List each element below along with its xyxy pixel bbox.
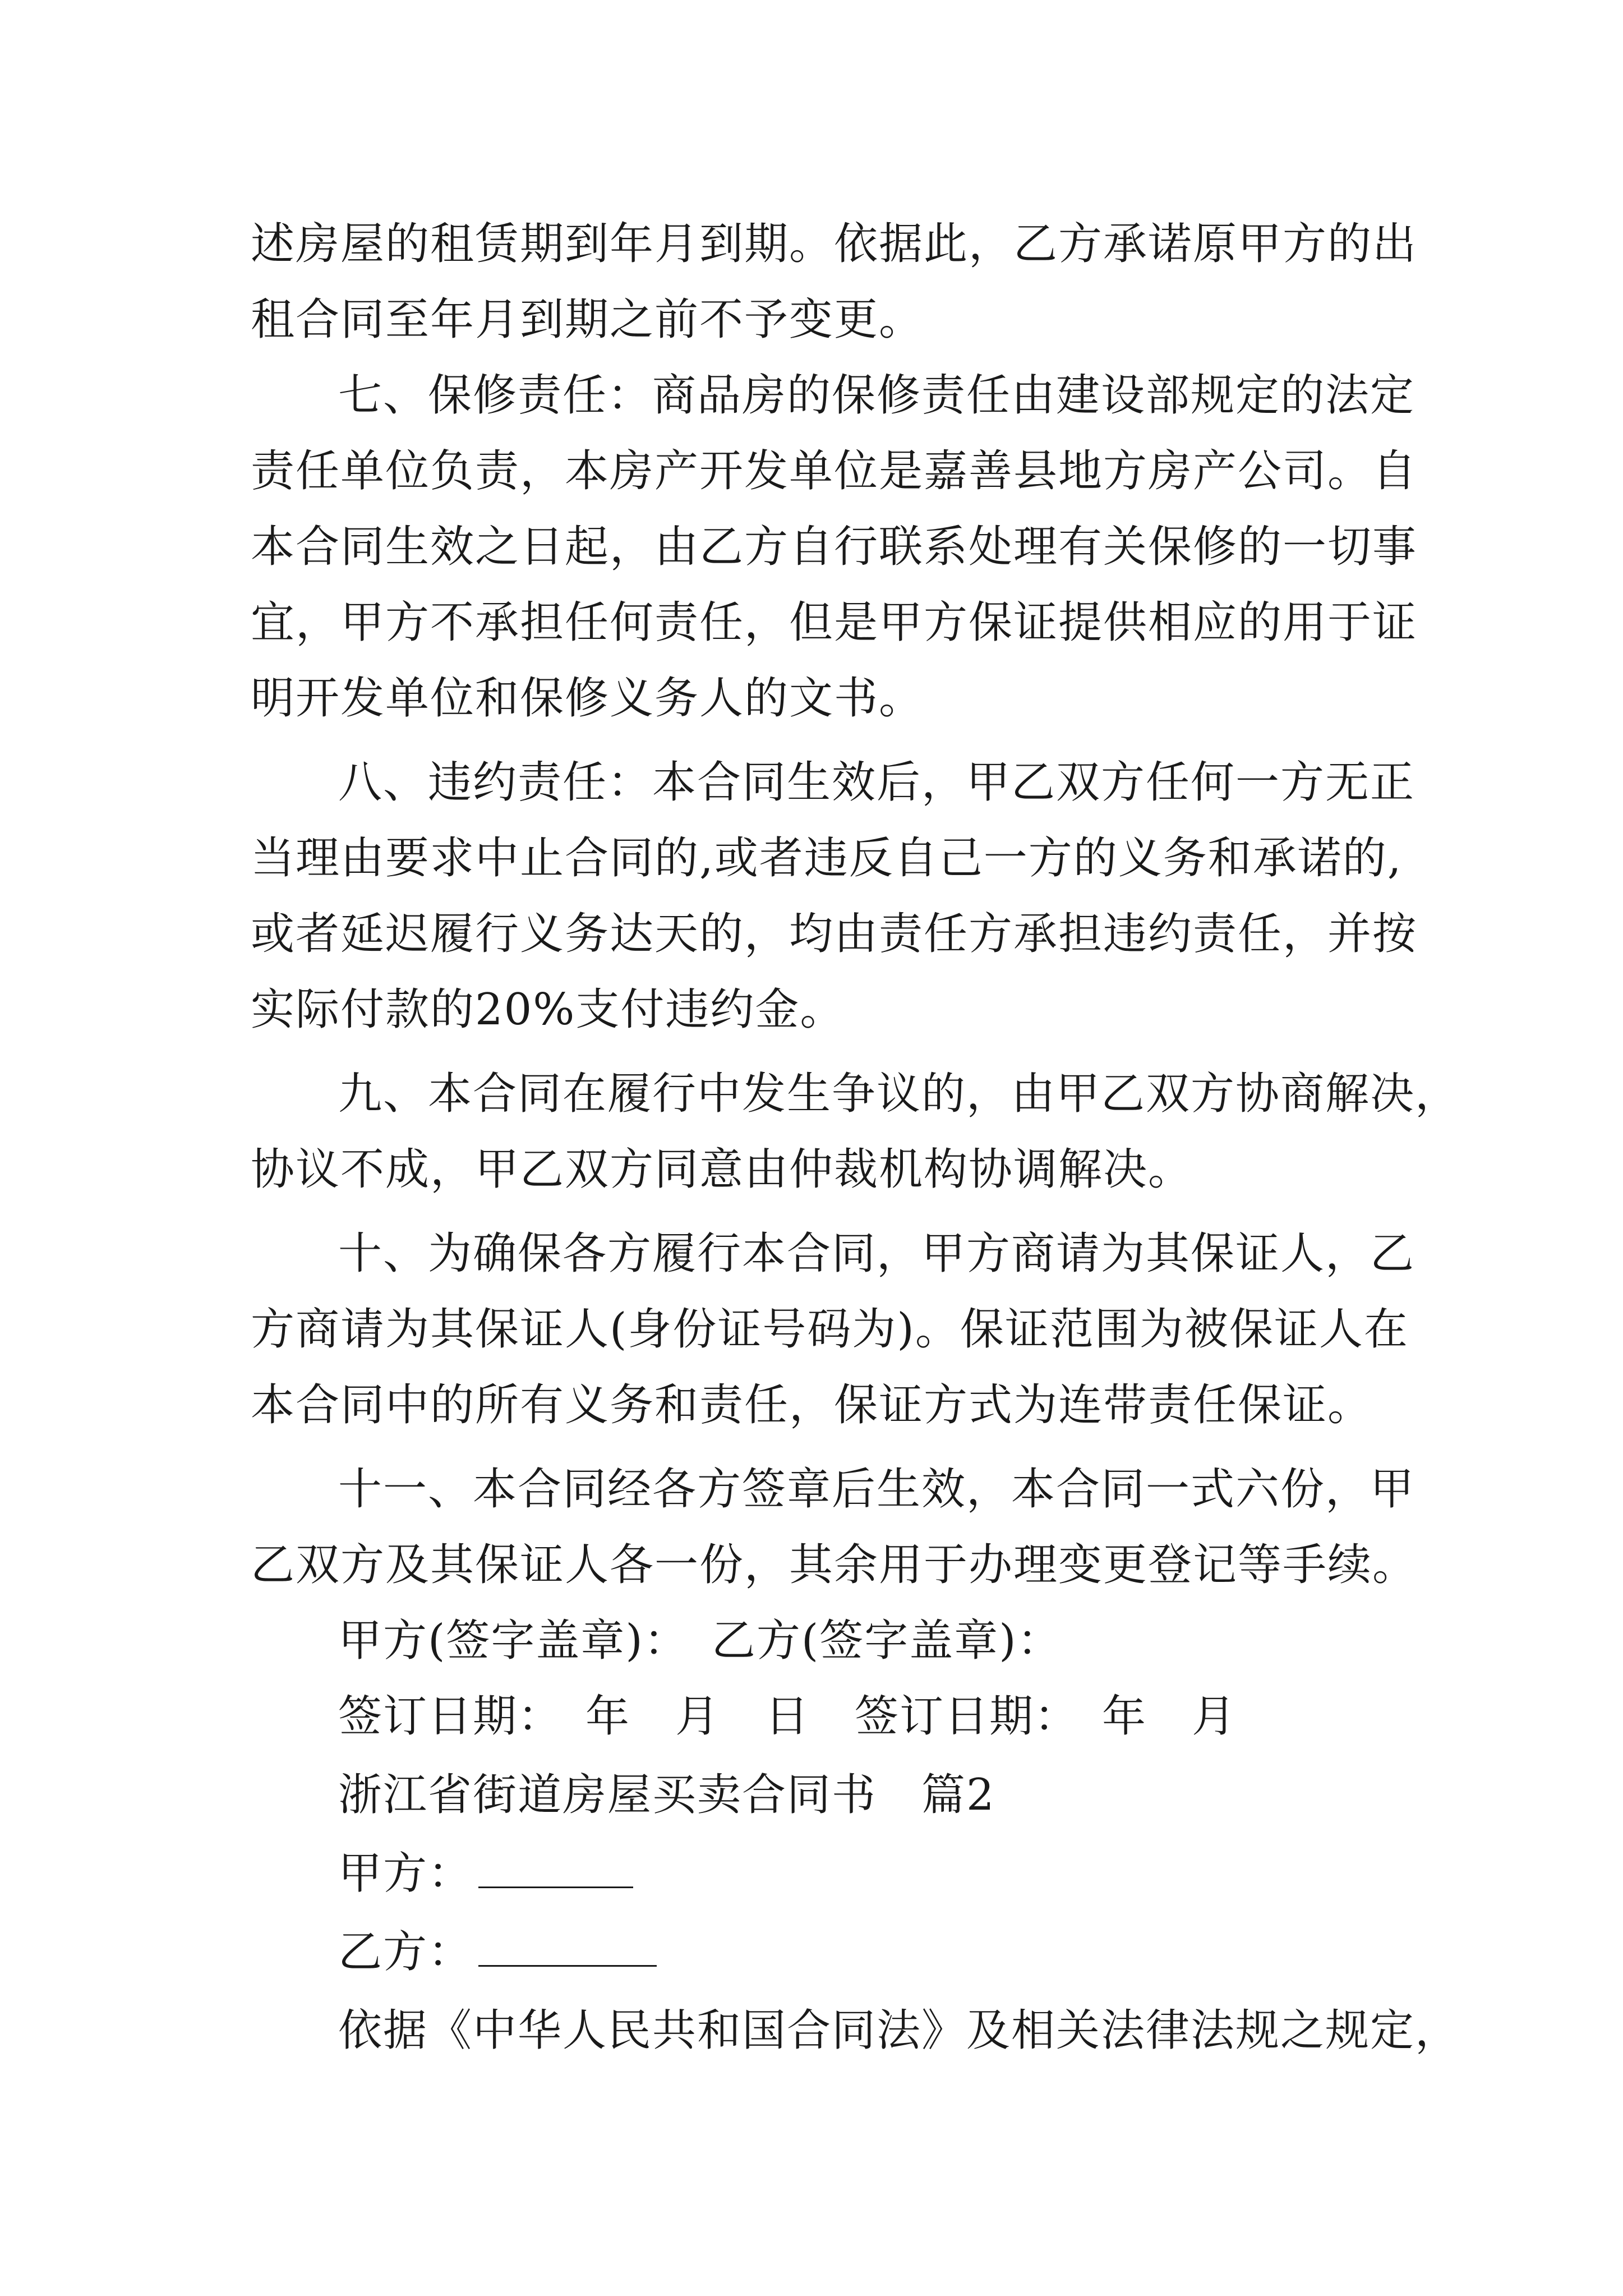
section-title: 浙江省街道房屋买卖合同书 篇2 (338, 1770, 995, 1820)
party-a-blank (478, 1846, 633, 1888)
clause-8-heading-line: 八、违约责任：本合同生效后，甲乙双方任何一方无正 (338, 757, 1415, 808)
party-a-label: 甲方： (338, 1848, 473, 1899)
party-b-label: 乙方： (338, 1927, 473, 1977)
body-line-13: 协议不成，甲乙双方同意由仲裁机构协调解决。 (251, 1144, 1193, 1195)
body-line-6: 宜，甲方不承担任何责任，但是甲方保证提供相应的用于证 (251, 597, 1418, 648)
signing-date-line: 签订日期： 年 月 日 签订日期： 年 月 (338, 1691, 1237, 1742)
body-line-2: 租合同至年月到期之前不予变更。 (251, 295, 924, 345)
clause-7-heading-line: 七、保修责任：商品房的保修责任由建设部规定的法定 (338, 370, 1415, 421)
body-line-1: 述房屋的租赁期到年月到期。依据此，乙方承诺原甲方的出 (251, 219, 1418, 269)
clause-11-heading-line: 十一、本合同经各方签章后生效，本合同一式六份，甲 (338, 1464, 1415, 1515)
party-b-line (338, 1924, 1384, 1980)
party-b-blank (478, 1925, 657, 1967)
body-line-18: 乙双方及其保证人各一份，其余用于办理变更登记等手续。 (251, 1540, 1418, 1590)
body-line-7: 明开发单位和保修义务人的文书。 (251, 673, 924, 724)
body-line-16: 本合同中的所有义务和责任，保证方式为连带责任保证。 (251, 1380, 1373, 1430)
signature-line: 甲方(签字盖章)： 乙方(签字盖章)： (338, 1616, 1062, 1666)
body-line-24: 依据《中华人民共和国合同法》及相关法律法规之规定， (338, 2005, 1460, 2056)
body-line-11: 实际付款的20%支付违约金。 (251, 984, 845, 1035)
body-line-10: 或者延迟履行义务达天的，均由责任方承担违约责任，并按 (251, 909, 1418, 959)
party-a-line (338, 1846, 1384, 1902)
body-line-9: 当理由要求中止合同的,或者违反自己一方的义务和承诺的, (251, 833, 1403, 884)
body-line-15: 方商请为其保证人(身份证号码为)。保证范围为被保证人在 (251, 1304, 1409, 1355)
body-line-4: 责任单位负责，本房产开发单位是嘉善县地方房产公司。自 (251, 446, 1418, 496)
body-line-5: 本合同生效之日起，由乙方自行联系处理有关保修的一切事 (251, 522, 1418, 572)
clause-9-heading-line: 九、本合同在履行中发生争议的，由甲乙双方协商解决， (338, 1069, 1460, 1119)
clause-10-heading-line: 十、为确保各方履行本合同，甲方商请为其保证人，乙 (338, 1228, 1415, 1279)
